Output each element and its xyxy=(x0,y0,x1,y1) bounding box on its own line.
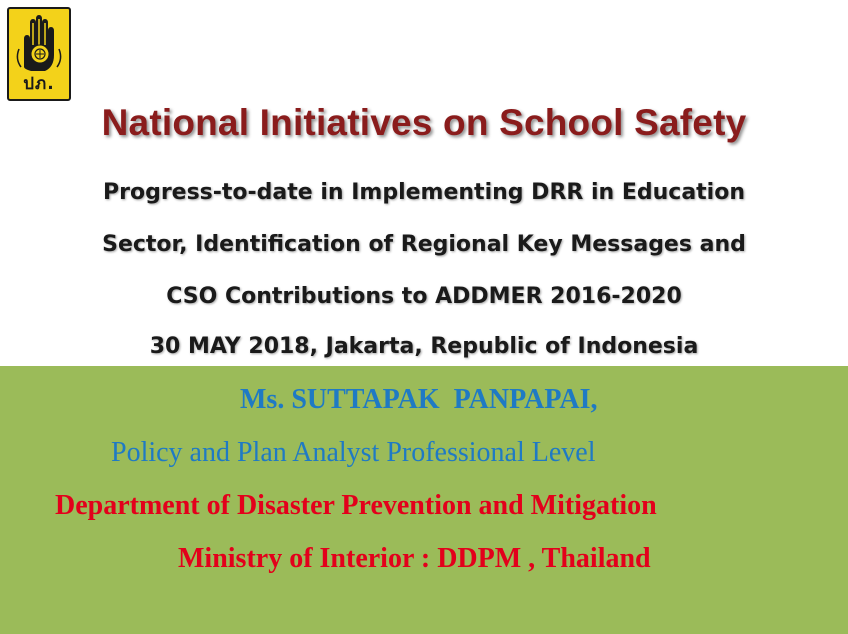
event-date-location: 30 MAY 2018, Jakarta, Republic of Indonesia xyxy=(149,334,699,359)
logo-text: ปภ. xyxy=(23,74,55,94)
speaker-ministry: Ministry of Interior : DDPM , Thailand xyxy=(178,543,651,574)
subtitle-line: CSO Contributions to ADDMER 2016-2020 xyxy=(166,284,682,309)
ddpm-logo xyxy=(7,7,71,101)
speaker-name: Ms. SUTTAPAK PANPAPAI, xyxy=(240,384,598,415)
hand-emblem-icon xyxy=(9,9,69,79)
subtitle-line: Sector, Identification of Regional Key Messages and xyxy=(102,232,746,257)
speaker-position: Policy and Plan Analyst Professional Level xyxy=(111,437,596,468)
speaker-department: Department of Disaster Prevention and Mitigation xyxy=(55,490,657,521)
subtitle-line: Progress-to-date in Implementing DRR in Education xyxy=(102,180,746,205)
page-title: National Initiatives on School Safety xyxy=(101,102,747,143)
